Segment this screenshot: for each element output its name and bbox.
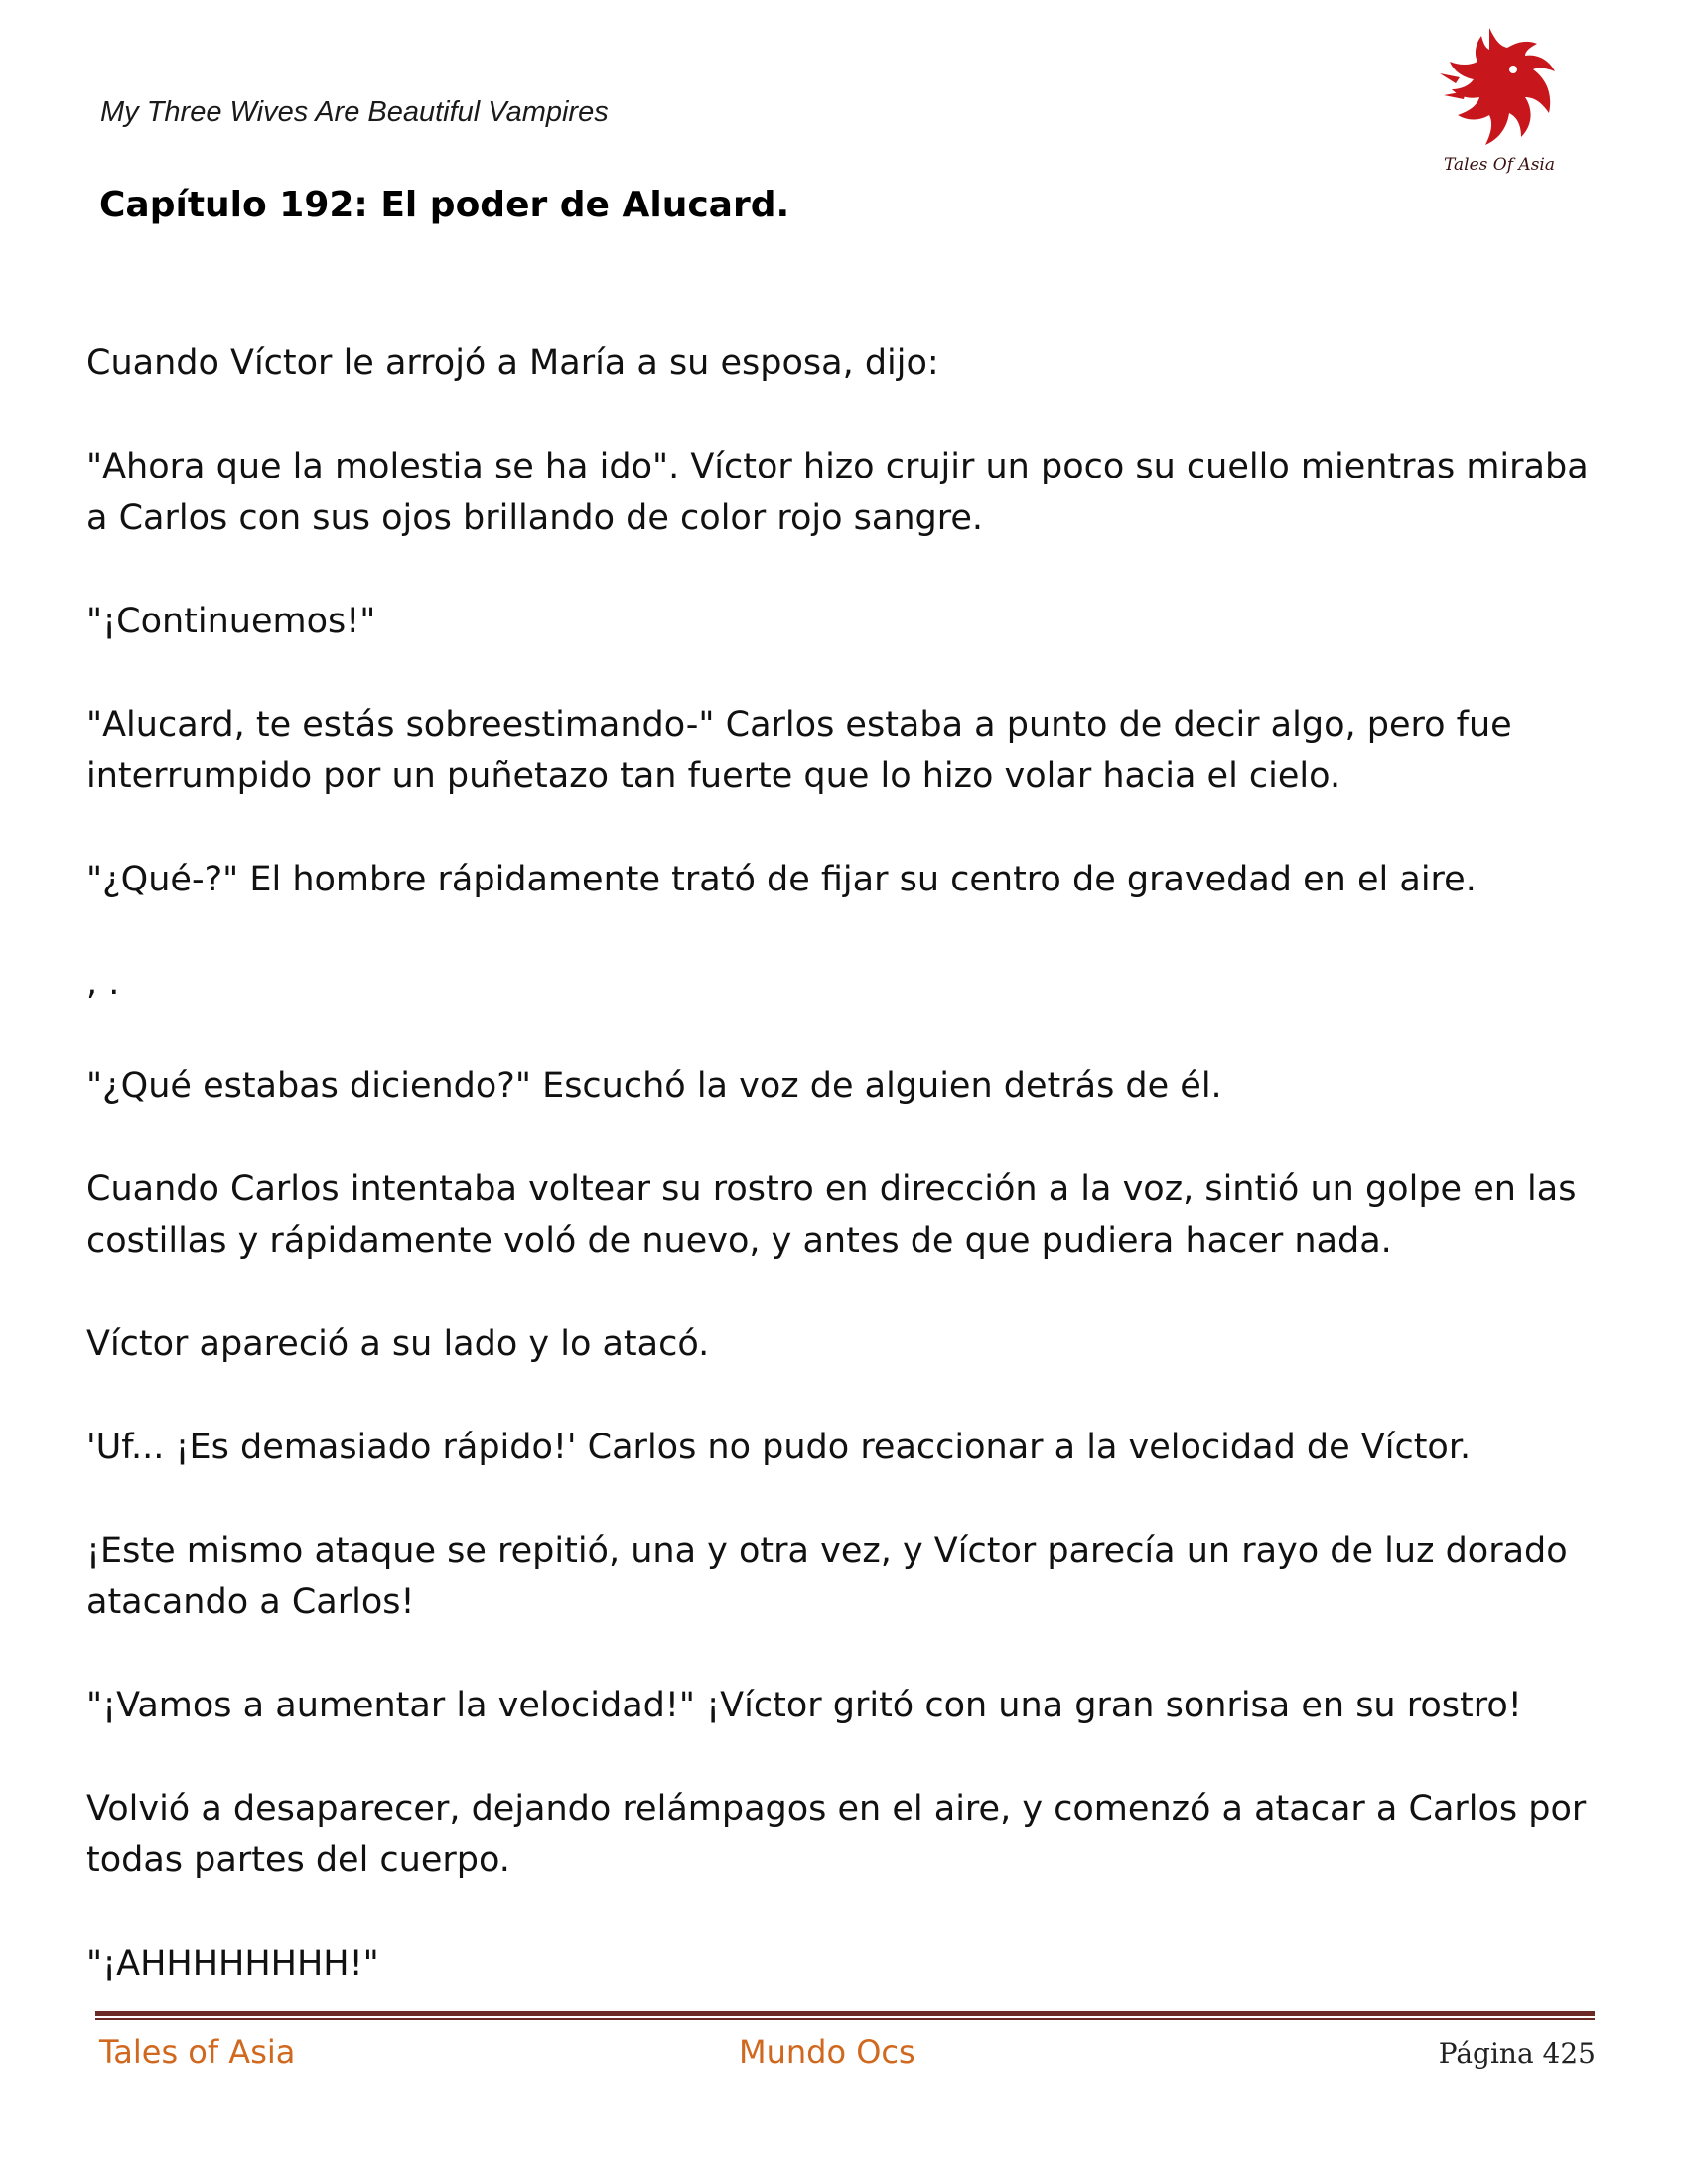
- page-number: Página 425: [1438, 2037, 1596, 2070]
- paragraph: ¡Este mismo ataque se repitió, una y otra vez, y Víctor parecía un rayo de luz dorado atacando a Carlos!: [86, 1531, 1568, 1622]
- logo-text: Tales Of Asia: [1444, 155, 1555, 175]
- chapter-body: [86, 338, 1596, 2041]
- paragraph: "Alucard, te estás sobreestimando-" Carlos estaba a punto de decir algo, pero fue interrumpido por un puñetazo tan fuerte que lo hizo volar hacia el cielo.: [86, 705, 1512, 796]
- footer-divider: [95, 2011, 1595, 2020]
- paragraph: "¿Qué estabas diciendo?" Escuchó la voz de alguien detrás de él.: [86, 1066, 1222, 1106]
- footer-divider-thin: [95, 2018, 1595, 2020]
- paragraph: Volvió a desaparecer, dejando relámpagos en el aire, y comenzó a atacar a Carlos por todas partes del cuerpo.: [86, 1789, 1587, 1880]
- paragraph: "¡Continuemos!": [86, 602, 376, 641]
- paragraph: "¡Vamos a aumentar la velocidad!" ¡Víctor gritó con una gran sonrisa en su rostro!: [86, 1686, 1522, 1725]
- paragraph: , .: [86, 963, 120, 1003]
- chapter-title: Capítulo 192: El poder de Alucard.: [99, 185, 790, 225]
- paragraph: Cuando Víctor le arrojó a María a su esposa, dijo:: [86, 343, 939, 383]
- paragraph: "¡AHHHHHHHH!": [86, 1944, 379, 1983]
- paragraph: 'Uf... ¡Es demasiado rápido!' Carlos no pudo reaccionar a la velocidad de Víctor.: [86, 1428, 1472, 1467]
- paragraph: "¿Qué-?" El hombre rápidamente trató de fijar su centro de gravedad en el aire.: [86, 860, 1477, 899]
- book-title: My Three Wives Are Beautiful Vampires: [100, 96, 609, 128]
- tales-of-asia-logo: [1430, 18, 1569, 185]
- paragraph: Cuando Carlos intentaba voltear su rostro en dirección a la voz, sintió un golpe en las costillas y rápidamente voló de nuevo, y antes de que pudiera hacer nada.: [86, 1169, 1577, 1261]
- paragraph: "Ahora que la molestia se ha ido". Víctor hizo crujir un poco su cuello mientras miraba a Carlos con sus ojos brillando de color rojo sangre.: [86, 447, 1589, 538]
- footer-section-name: Mundo Ocs: [739, 2033, 915, 2071]
- footer-divider-thick: [95, 2011, 1595, 2016]
- paragraph: Víctor apareció a su lado y lo atacó.: [86, 1324, 710, 1364]
- footer-site-name: Tales of Asia: [99, 2033, 296, 2071]
